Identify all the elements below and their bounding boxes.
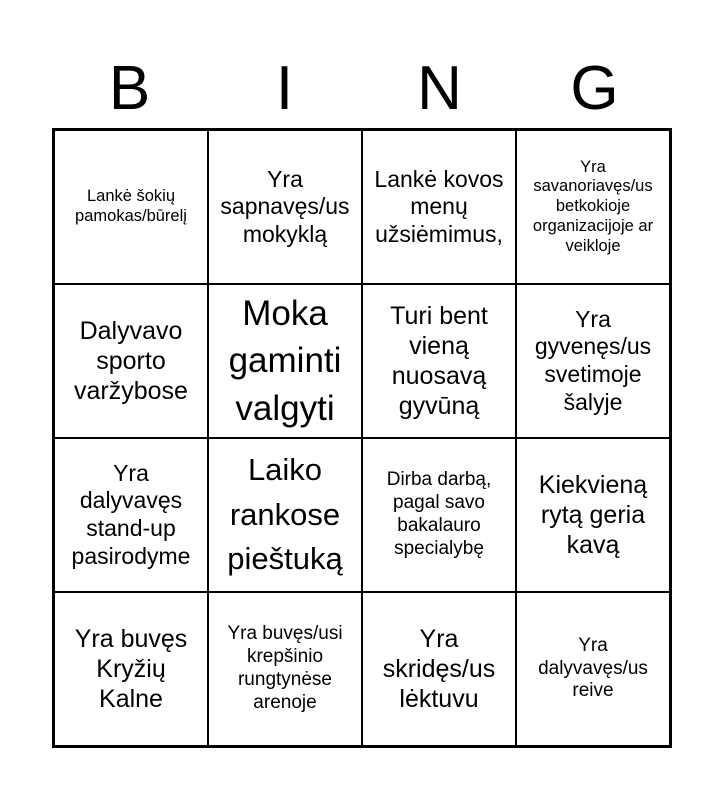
cell-text: Yra dalyvavęs stand-up pasirodyme — [71, 459, 191, 569]
bingo-cell[interactable] — [54, 284, 208, 438]
cell-text: Yra gyvenęs/us svetimoje šalyje — [534, 305, 652, 415]
header-letter-i: I — [275, 54, 294, 123]
cell-text: Lankė šokių pamokas/būrelį — [75, 187, 187, 225]
bingo-header — [52, 50, 672, 128]
bingo-cell[interactable] — [54, 592, 208, 746]
cell-text: Kiekvieną rytą geria kavą — [538, 471, 648, 559]
bingo-cell[interactable] — [208, 130, 362, 284]
bingo-cell[interactable] — [516, 592, 670, 746]
bingo-cell[interactable] — [362, 438, 516, 592]
cell-text: Turi bent vieną nuosavą gyvūną — [390, 302, 488, 420]
bingo-cell[interactable] — [362, 284, 516, 438]
cell-text: Lankė kovos menų užsiėmimus, — [374, 165, 504, 247]
bingo-cell[interactable] — [208, 284, 362, 438]
bingo-board — [52, 128, 672, 748]
header-letter-n: N — [417, 54, 462, 123]
bingo-cell[interactable] — [208, 438, 362, 592]
bingo-cell[interactable] — [516, 438, 670, 592]
bingo-cell[interactable] — [208, 592, 362, 746]
bingo-cell[interactable] — [362, 130, 516, 284]
cell-text: Yra dalyvavęs/us reive — [538, 634, 648, 702]
header-letter-b: B — [108, 54, 151, 123]
bingo-cell[interactable] — [516, 130, 670, 284]
cell-text: Laiko rankose pieštuką — [227, 451, 343, 577]
bingo-cell[interactable] — [54, 130, 208, 284]
bingo-cell[interactable] — [362, 592, 516, 746]
bingo-cell[interactable] — [516, 284, 670, 438]
cell-text: Yra savanoriavęs/us betkokioje organizacijoje ar veikloje — [532, 157, 654, 255]
header-letter-g: G — [570, 54, 619, 123]
cell-text: Yra buvęs Kryžių Kalne — [74, 625, 188, 713]
cell-text: Yra sapnavęs/us mokyklą — [220, 165, 350, 247]
cell-text: Dirba darbą, pagal savo bakalauro specialybę — [386, 469, 492, 559]
cell-text: Yra buvęs/usi krepšinio rungtynėse arenoje — [227, 623, 343, 713]
cell-text: Moka gaminti valgyti — [228, 294, 342, 428]
cell-text: Dalyvavo sporto varžybose — [74, 317, 188, 405]
bingo-cell[interactable] — [54, 438, 208, 592]
cell-text: Yra skridęs/us lėktuvu — [382, 625, 496, 713]
